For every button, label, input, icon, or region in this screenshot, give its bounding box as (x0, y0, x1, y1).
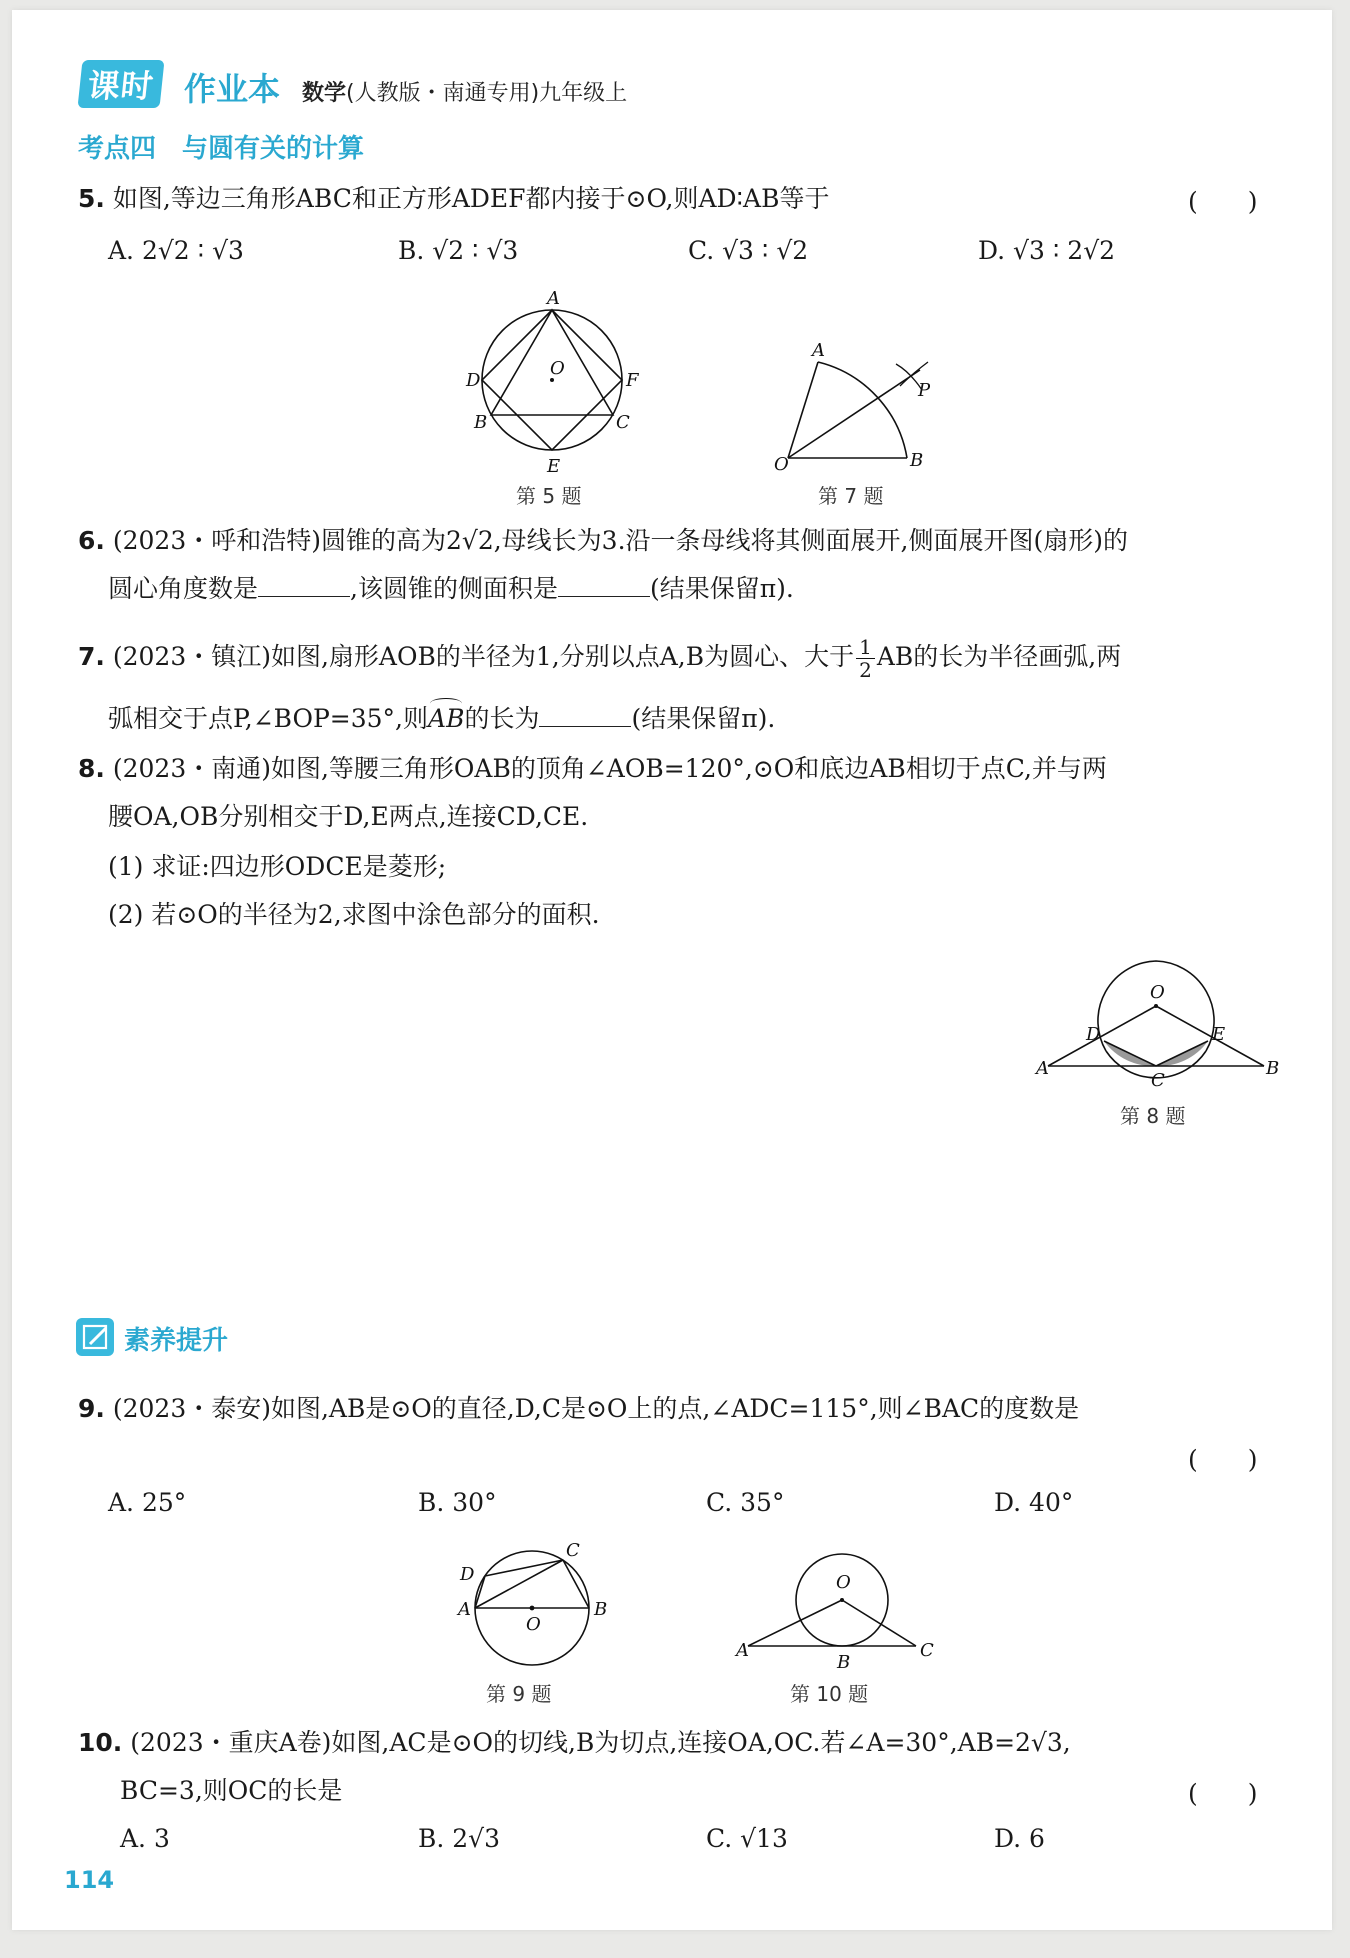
q5-option-b: B. √2 ∶ √3 (398, 236, 519, 265)
fig9-label-o: O (526, 1614, 541, 1635)
fig8-label-a: A (1036, 1058, 1049, 1079)
q6-line-1 (78, 524, 1128, 558)
fig8-label-c: C (1151, 1070, 1165, 1091)
q9-option-b: B. 30° (418, 1488, 497, 1517)
fig10-center-dot (840, 1598, 844, 1602)
fig5-caption: 第 5 题 (516, 484, 582, 508)
q7-arc-mark (430, 698, 462, 709)
q5-option-c: C. √3 ∶ √2 (688, 236, 809, 265)
q8-line-2: 腰OA,OB分别相交于D,E两点,连接CD,CE. (108, 802, 589, 831)
q10-answer-paren: ( ) (1188, 1779, 1258, 1808)
fig8-side-ob (1156, 1006, 1264, 1066)
q7-text-1b: AB的长为半径画弧,两 (876, 642, 1122, 671)
fig8-segment-dc (1104, 1041, 1156, 1066)
q9-text: (2023・泰安)如图,AB是⊙O的直径,D,C是⊙O上的点,∠ADC=115°,则∠BAC的度数是 (112, 1394, 1080, 1423)
subject-line (302, 76, 627, 107)
fig8-side-oa (1048, 1006, 1156, 1066)
fig9-label-b: B (594, 1599, 608, 1620)
q10-number: 10. (78, 1728, 123, 1757)
fig7-label-a: A (812, 340, 825, 361)
q6-text-2a: 圆心角度数是 (108, 574, 259, 603)
fig7-label-o: O (774, 454, 789, 475)
fig7-sector-arc (818, 362, 907, 458)
q5-option-a: A. 2√2 ∶ √3 (108, 236, 244, 265)
figure-5 (452, 280, 652, 480)
fig9-label-c: C (566, 1540, 580, 1561)
q6-blank-area[interactable] (558, 574, 650, 597)
q9-option-d: D. 40° (994, 1488, 1074, 1517)
q5-answer-paren: ( ) (1188, 187, 1258, 216)
q9-option-c: C. 35° (706, 1488, 785, 1517)
fig8-segment-ec (1156, 1041, 1208, 1066)
fig5-label-f: F (626, 370, 639, 391)
fig9-caption: 第 9 题 (486, 1682, 552, 1706)
q8-sub-2: (2) 若⊙O的半径为2,求图中涂色部分的面积. (108, 900, 600, 929)
fig10-label-a: A (736, 1640, 749, 1661)
q5-stem (78, 182, 829, 216)
section-title-kaodian4: 考点四 与圆有关的计算 (78, 134, 365, 164)
q10-option-b: B. 2√3 (418, 1824, 501, 1853)
q6-text-2b: ,该圆锥的侧面积是 (350, 574, 558, 603)
suyang-icon (76, 1318, 114, 1356)
q8-sub-1: (1) 求证:四边形ODCE是菱形; (108, 852, 447, 881)
q5-number: 5. (78, 184, 105, 213)
q7-fraction-numerator: 1 (856, 636, 875, 659)
fig7-label-b: B (910, 450, 924, 471)
fig8-label-d: D (1086, 1024, 1101, 1045)
fig7-caption: 第 7 题 (818, 484, 884, 508)
fig5-label-d: D (466, 370, 481, 391)
q7-text-2b: 的长为 (464, 704, 540, 733)
q10-line-2: BC=3,则OC的长是 (120, 1776, 343, 1805)
fig8-center-dot (1154, 1004, 1158, 1008)
fig10-label-o: O (836, 1572, 851, 1593)
edition-text: (人教版・南通专用)九年级上 (346, 81, 628, 106)
figure-9 (432, 1530, 632, 1686)
q6-text-1: (2023・呼和浩特)圆锥的高为2√2,母线长为3.沿一条母线将其侧面展开,侧面展开图(扇形)的 (112, 526, 1128, 555)
q10-option-a: A. 3 (120, 1824, 170, 1853)
fig9-chord-ac (475, 1560, 563, 1608)
fig5-label-a: A (547, 288, 560, 309)
q7-number: 7. (78, 642, 105, 671)
q7-text-2a: 弧相交于点P,∠BOP=35°,则 (108, 704, 429, 733)
q9-answer-paren: ( ) (1188, 1445, 1258, 1474)
fig7-label-p: P (918, 380, 931, 401)
section-title-suyang: 素养提升 (124, 1326, 229, 1356)
fig9-label-a: A (458, 1599, 471, 1620)
q9-number: 9. (78, 1394, 105, 1423)
fig9-center-dot (530, 1606, 535, 1611)
q9-stem (78, 1392, 1079, 1426)
q10-option-d: D. 6 (994, 1824, 1045, 1853)
fig5-label-b: B (474, 412, 488, 433)
q9-option-a: A. 25° (108, 1488, 187, 1517)
figure-7 (772, 340, 952, 480)
q5-option-d: D. √3 ∶ 2√2 (978, 236, 1116, 265)
q10-line-1 (78, 1726, 1071, 1760)
q5-text: 如图,等边三角形ABC和正方形ADEF都内接于⊙O,则AD∶AB等于 (112, 184, 830, 213)
q6-number: 6. (78, 526, 105, 555)
fig9-chord-cb (563, 1560, 589, 1608)
fig8-caption: 第 8 题 (1120, 1104, 1186, 1128)
fig8-label-e: E (1212, 1024, 1226, 1045)
fig7-line-op (788, 370, 920, 458)
fig10-label-b: B (837, 1652, 851, 1673)
fig5-label-c: C (616, 412, 630, 433)
q7-fraction (856, 636, 875, 681)
q8-number: 8. (78, 754, 105, 783)
q8-line-1 (78, 752, 1107, 786)
q7-arc-ab (428, 702, 464, 736)
subject-name: 数学 (302, 81, 347, 106)
q7-text-1a: (2023・镇江)如图,扇形AOB的半径为1,分别以点A,B为圆心、大于 (112, 642, 855, 671)
fig10-caption: 第 10 题 (790, 1682, 869, 1706)
fig10-label-c: C (920, 1640, 934, 1661)
q7-fraction-denominator: 2 (859, 658, 872, 682)
fig8-label-b: B (1266, 1058, 1280, 1079)
fig5-label-e: E (547, 456, 561, 477)
q7-text-2c: (结果保留π). (631, 704, 776, 733)
q10-text-1: (2023・重庆A卷)如图,AC是⊙O的切线,B为切点,连接OA,OC.若∠A=30°,AB=2√3, (130, 1728, 1071, 1757)
brand-badge: 课时 (77, 60, 164, 108)
q6-line-2 (108, 572, 794, 606)
pencil-icon (76, 1318, 114, 1356)
figure-8 (1036, 940, 1280, 1091)
q7-arc-text: AB (428, 704, 465, 733)
fig5-label-o: O (550, 358, 565, 379)
fig9-label-d: D (460, 1564, 475, 1585)
q6-blank-angle[interactable] (258, 574, 350, 597)
q7-blank-arc-length[interactable] (539, 704, 631, 727)
fig8-label-o: O (1150, 982, 1165, 1003)
fig10-segment-oc (842, 1600, 916, 1646)
brand-title: 作业本 (184, 70, 281, 108)
q10-option-c: C. √13 (706, 1824, 788, 1853)
q7-line-1 (78, 636, 1121, 681)
workbook-page (12, 10, 1332, 1930)
fig10-segment-oa (748, 1600, 842, 1646)
page-number: 114 (64, 1866, 115, 1894)
q8-text-1: (2023・南通)如图,等腰三角形OAB的顶角∠AOB=120°,⊙O和底边AB相切于点C,并与两 (112, 754, 1107, 783)
figure-10 (736, 1546, 936, 1686)
q7-line-2 (108, 702, 775, 736)
fig7-radius-oa (788, 362, 818, 458)
q6-text-2c: (结果保留π). (649, 574, 794, 603)
